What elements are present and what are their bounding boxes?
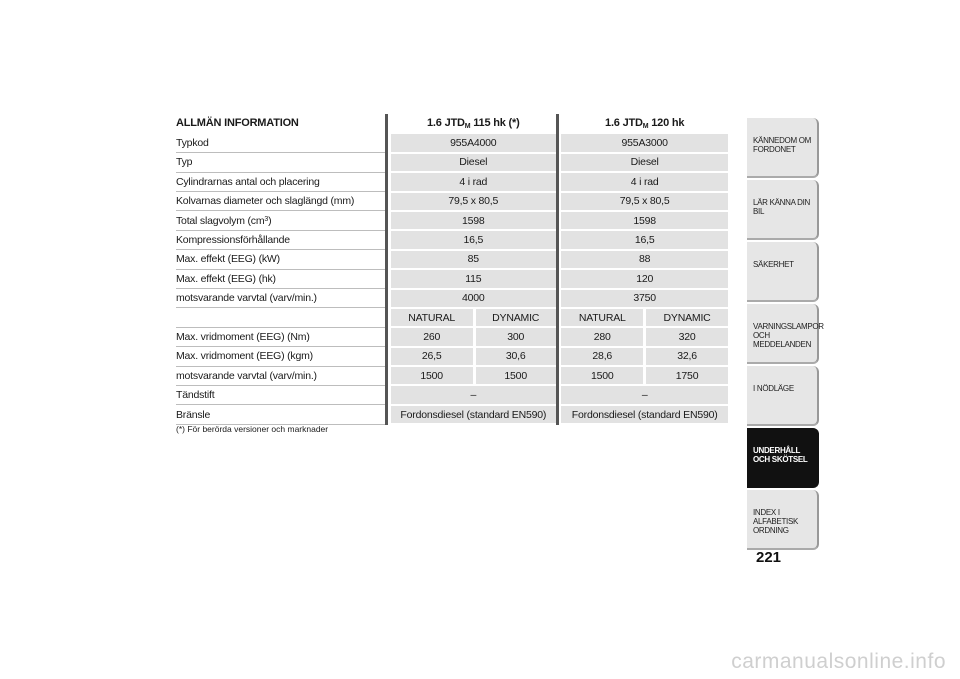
tab-varningslampor[interactable]: VARNINGSLAMPOR OCH MEDDELANDEN (747, 304, 819, 364)
table-row: Max. vridmoment (EEG) (Nm) 260 300 280 320 (176, 327, 728, 346)
mode-label: DYNAMIC (645, 308, 728, 327)
table-row: Max. effekt (EEG) (kW) 85 88 (176, 250, 728, 269)
tab-i-nodlage[interactable]: I NÖDLÄGE (747, 366, 819, 426)
table-row: Typ Diesel Diesel (176, 153, 728, 172)
table-row: Max. vridmoment (EEG) (kgm) 26,5 30,6 28,6 32,6 (176, 347, 728, 366)
mode-row (176, 308, 728, 327)
mode-label: DYNAMIC (474, 308, 557, 327)
table-row: Typkod 955A4000 955A3000 (176, 133, 728, 152)
tab-underhall-och-skotsel[interactable]: UNDERHÅLL OCH SKÖTSEL (747, 428, 819, 488)
chapter-tabs (747, 118, 824, 552)
table-row: Total slagvolym $(cm^3)$ 1598 1598 (176, 211, 728, 230)
table-row: Max. effekt (EEG) (hk) 115 120 (176, 269, 728, 288)
table-row: Tändstift – – (176, 385, 728, 404)
tab-lar-kanna-din-bil[interactable]: LÄR KÄNNA DIN BIL (747, 180, 819, 240)
tab-sakerhet[interactable]: SÄKERHET (747, 242, 819, 302)
table-row: Bränsle Fordonsdiesel (standard EN590) Fordonsdiesel (standard EN590) (176, 405, 728, 424)
mode-label: NATURAL (391, 308, 474, 327)
tab-kannedom-om-fordonet[interactable]: KÄNNEDOM OM FORDONET (747, 118, 819, 178)
spec-table (176, 114, 728, 425)
mode-label: NATURAL (561, 308, 644, 327)
col2-header: 1.6 $JTD_M$ 120 hk (561, 114, 728, 133)
table-row: motsvarande varvtal (varv/min.) 1500 1500 1500 1750 (176, 366, 728, 385)
table-row: Cylindrarnas antal och placering 4 i rad 4 i rad (176, 172, 728, 191)
col1-header: 1.6 $JTD_M$ 115 hk (*) (391, 114, 558, 133)
watermark: carmanualsonline.info (731, 650, 946, 673)
tab-index[interactable]: INDEX I ALFABETISK ORDNING (747, 490, 819, 550)
table-row: motsvarande varvtal (varv/min.) 4000 3750 (176, 289, 728, 308)
page-number: 221 (756, 549, 782, 566)
table-row: Kolvarnas diameter och slaglängd (mm) 79,5 x 80,5 79,5 x 80,5 (176, 192, 728, 211)
table-title: ALLMÄN INFORMATION (176, 114, 387, 133)
table-header-row (176, 114, 728, 133)
table-row: Kompressionsförhållande 16,5 16,5 (176, 230, 728, 249)
footnote: (*) För berörda versioner och marknader (176, 424, 329, 434)
